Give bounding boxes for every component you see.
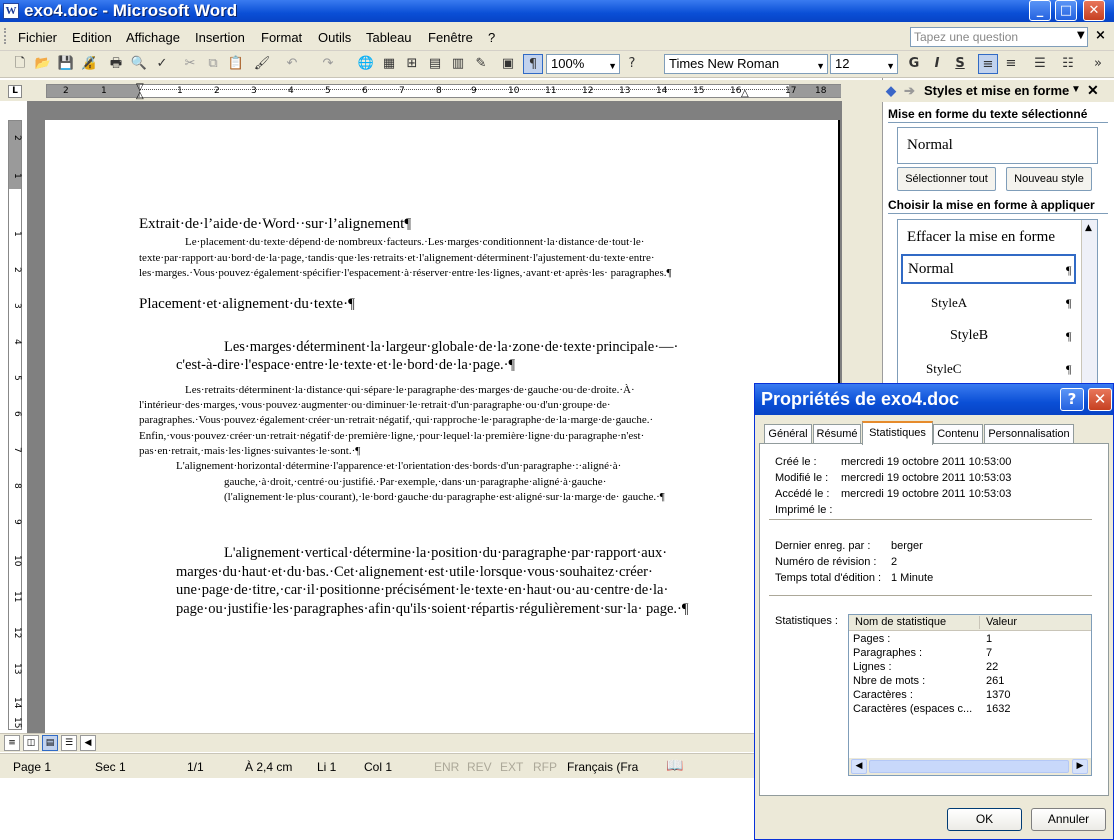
ok-button[interactable]: OK <box>947 808 1022 831</box>
table-row <box>849 633 1091 647</box>
tab-general[interactable]: Général <box>764 424 812 444</box>
ruler-top-margin <box>9 121 21 189</box>
column-header-name[interactable]: Nom de statistique <box>855 616 947 628</box>
menu-fichier[interactable]: Fichier <box>18 30 58 45</box>
maximize-button[interactable]: □ <box>1055 0 1077 21</box>
menu-edition[interactable]: Edition <box>72 30 112 45</box>
ruler-number: 8 <box>436 86 442 96</box>
vertical-ruler[interactable] <box>8 120 22 730</box>
menu-outils[interactable]: Outils <box>318 30 352 45</box>
bold-button[interactable]: G <box>908 56 920 71</box>
spelling-status-icon[interactable]: 📖 <box>666 757 684 773</box>
ruler-number: 4 <box>288 86 294 96</box>
ruler-number: 2 <box>12 267 22 273</box>
open-folder-icon[interactable]: 📂 <box>34 56 52 71</box>
status-page: Page 1 <box>13 760 52 774</box>
tables-borders-icon[interactable]: ▦ <box>382 56 396 71</box>
status-pages: 1/1 <box>187 760 204 774</box>
style-clear-formatting[interactable]: Effacer la mise en forme <box>907 229 1055 245</box>
menu-tableau[interactable]: Tableau <box>366 30 412 45</box>
stat-name: Nbre de mots : <box>853 675 926 687</box>
font-size-value: 12 <box>835 56 850 71</box>
revision-value: 2 <box>891 556 898 568</box>
back-arrow-icon[interactable]: ◆ <box>886 83 896 98</box>
ruler-number: 5 <box>12 375 22 381</box>
ruler-number: 9 <box>12 519 22 525</box>
menu-affichage[interactable]: Affichage <box>126 30 180 45</box>
copy-icon[interactable]: ⧉ <box>208 56 218 71</box>
ruler-number: 5 <box>325 86 331 96</box>
ruler-number: 1 <box>12 173 22 179</box>
toolbar-options-icon[interactable]: » <box>1094 56 1102 71</box>
ruler-number: 14 <box>656 86 668 96</box>
ruler-number: 8 <box>12 483 22 489</box>
list-horizontal-scrollbar[interactable] <box>849 758 1091 775</box>
ruler-number: 12 <box>12 627 22 639</box>
printed-label: Imprimé le : <box>775 504 833 516</box>
style-name: StyleC <box>926 361 962 376</box>
ruler-number: 13 <box>619 86 631 96</box>
stat-value: 22 <box>986 661 999 673</box>
first-line-indent-marker[interactable]: ▽ <box>136 82 144 93</box>
accessed-label: Accédé le : <box>775 488 830 500</box>
show-hide-pilcrow-button[interactable]: ¶ <box>523 54 543 74</box>
drawing-icon[interactable]: ✎ <box>475 56 487 71</box>
ruler-number: 1 <box>101 86 107 96</box>
ruler-left-margin <box>47 85 140 97</box>
table-row <box>849 661 1091 675</box>
column-divider <box>979 616 980 629</box>
ruler-number: 2 <box>12 135 22 141</box>
help-search-input[interactable]: Tapez une question <box>910 27 1088 47</box>
close-button[interactable]: ✕ <box>1083 0 1105 21</box>
section-selected-text: Mise en forme du texte sélectionné <box>888 107 1088 121</box>
save-icon[interactable]: 💾 <box>57 56 75 71</box>
redo-icon[interactable]: ↷ <box>322 56 334 71</box>
menu-grip[interactable] <box>4 28 8 44</box>
outline-view-icon[interactable]: ☰ <box>61 735 77 751</box>
chevron-down-icon: ▼ <box>886 61 895 71</box>
status-language[interactable]: Français (Fra <box>567 760 639 774</box>
list-header <box>849 615 1091 631</box>
italic-button[interactable]: I <box>934 56 940 71</box>
statistics-label: Statistiques : <box>775 615 838 627</box>
ruler-number: 3 <box>12 303 22 309</box>
font-value: Times New Roman <box>669 56 780 71</box>
stat-name: Paragraphes : <box>853 647 923 659</box>
columns-icon[interactable]: ▥ <box>451 56 465 71</box>
revision-label: Numéro de révision : <box>775 556 877 568</box>
insert-excel-icon[interactable]: ▤ <box>428 56 442 71</box>
style-name: StyleA <box>931 295 968 310</box>
doc-paragraph-4: L'alignement·horizontal·détermine·l'apparence·et·l'orientation·des·bords·d'un·paragraphe·:·aligné·à· gauche,·à·droit,·centré·ou·justifié.·Par·exemple,·dans·un·paragraphe·aligné·à·gauche· (l'alignement·le·plus·courant),·le·bord·gauche·du·paragraphe·est·aligné·sur·la·marge·de· gauche.·¶ <box>176 460 665 503</box>
last-saved-by-label: Dernier enreg. par : <box>775 540 871 552</box>
bullets-icon[interactable]: ☷ <box>1062 56 1074 71</box>
align-center-icon[interactable]: ≡ <box>1005 56 1017 71</box>
close-icon[interactable]: ✕ <box>1087 82 1099 98</box>
horizontal-scrollbar[interactable] <box>0 733 882 752</box>
permission-icon[interactable]: 🔏 <box>80 56 98 71</box>
status-line: Li 1 <box>317 760 337 774</box>
created-value: mercredi 19 octobre 2011 10:53:00 <box>841 456 1012 468</box>
table-row <box>849 689 1091 703</box>
stat-name: Pages : <box>853 633 891 645</box>
stat-name: Lignes : <box>853 661 892 673</box>
ruler-number: 12 <box>582 86 594 96</box>
ruler-number: 7 <box>399 86 405 96</box>
status-track-changes[interactable]: REV <box>467 760 492 774</box>
stat-name: Caractères (espaces c... <box>853 703 973 715</box>
help-dropdown-icon[interactable]: ▼ <box>1077 30 1085 41</box>
current-style-box[interactable] <box>897 127 1098 164</box>
stat-value: 261 <box>986 675 1005 687</box>
divider <box>888 213 1108 214</box>
style-item-styleb[interactable] <box>901 323 1076 349</box>
tab-stop-selector[interactable]: L <box>8 85 22 98</box>
ruler-number: 16 <box>730 86 742 96</box>
ruler-number: 10 <box>508 86 520 96</box>
paste-icon[interactable]: 📋 <box>227 56 245 71</box>
paragraph-mark: ¶ <box>1066 296 1072 310</box>
divider <box>769 519 1092 521</box>
ruler-number: 6 <box>12 411 22 417</box>
doc-paragraph-3: Les·retraits·déterminent·la·distance·qui·sépare·le·paragraphe·des·marges·de·gauche·ou·de·droite.·À· l'intérieur·des·marges,·vous·pouvez·augmenter·ou·diminuer·le·retrait·d'un·paragraphe·ou·d'un·groupe·de· paragraphes.·Vous·pouvez·également·créer·un·retrait·négatif,·qui·rapproche·le·paragraphe·de·la·marge·de·gauche.· Enfin,·vous·pouvez·créer·un·retrait·négatif·de·première·ligne,·pour·lequel·la·première·ligne·du·paragraphe·n'est· pas·en·retrait,·mais·les·lignes·suivantes·le·sont.·¶ <box>139 384 654 457</box>
scroll-left-icon[interactable]: ◀ <box>80 735 96 751</box>
forward-arrow-icon[interactable]: ➔ <box>904 83 915 98</box>
status-extend[interactable]: EXT <box>500 760 524 774</box>
ruler-ticks <box>140 89 789 93</box>
doc-paragraph-5: marges·du·haut·et·du·bas.·Cet·alignement·est·utile·lorsque·vous·souhaitez·créer· une·page·de·titre,·car·il·positionne·précisément·le·texte·en·haut·ou·au·centre·de·la· page·ou·justifie·les·paragraphes·afin·qu'ils·soient·répartis·régulièrement·sur·la· page.·¶ <box>176 564 689 617</box>
print-preview-icon[interactable]: 🔍 <box>130 56 148 71</box>
status-overtype[interactable]: RFP <box>533 760 557 774</box>
format-painter-icon[interactable]: 🖌 <box>253 56 271 71</box>
ruler-number: 15 <box>12 717 22 729</box>
ruler-number: 15 <box>693 86 705 96</box>
doc-paragraph-1: Le·placement·du·texte·dépend·de·nombreux·facteurs.·Les·marges·conditionnent·la·distance·de·tout·le· texte·par·rapport·au·bord·de·la·page,·tandis·que·les·retraits·et·l'alignement·déterminent·l'ajustement·du·texte·entre· les·marges.·Vous·pouvez·également·spécifier·l'espacement·à·réserver·entre·les·lignes,·avant·et·après·les· paragraphes.¶ <box>139 236 672 279</box>
document-page[interactable] <box>45 120 840 740</box>
ruler-number: 4 <box>12 339 22 345</box>
align-left-icon[interactable]: ≡ <box>978 54 998 74</box>
normal-view-icon[interactable]: ≡ <box>4 735 20 751</box>
underline-button[interactable]: S <box>955 56 965 71</box>
ruler-number: 17 <box>785 86 797 96</box>
divider <box>769 595 1092 597</box>
cancel-button[interactable]: Annuler <box>1031 808 1106 831</box>
paragraph-mark: ¶ <box>1066 329 1072 343</box>
tab-resume[interactable]: Résumé <box>813 424 861 444</box>
paragraph-mark: ¶ <box>1066 362 1072 376</box>
doc-paragraph-5-line-1: L'alignement·vertical·détermine·la·position·du·paragraphe·par·rapport·aux· <box>224 545 668 561</box>
window-title: exo4.doc - Microsoft Word <box>24 1 238 20</box>
dialog-close-button[interactable]: ✕ <box>1088 388 1112 411</box>
undo-icon[interactable]: ↶ <box>286 56 298 71</box>
ruler-number: 13 <box>12 663 22 675</box>
stat-name: Caractères : <box>853 689 913 701</box>
ruler-number: 7 <box>12 447 22 453</box>
created-label: Créé le : <box>775 456 817 468</box>
table-row <box>849 703 1091 717</box>
numbering-icon[interactable]: ☰ <box>1034 56 1046 71</box>
divider <box>888 122 1108 123</box>
doc-paragraph-2-line-2: c'est-à-dire·l'espace·entre·le·texte·et·le·bord·de·la·page.·¶ <box>176 357 516 373</box>
status-position: À 2,4 cm <box>245 760 293 774</box>
close-document-button[interactable]: × <box>1095 28 1106 43</box>
tab-personnalisation[interactable]: Personnalisation <box>984 424 1074 444</box>
horizontal-ruler[interactable] <box>46 82 841 101</box>
ruler-number: 1 <box>12 231 22 237</box>
font-size-select[interactable] <box>830 54 898 74</box>
scroll-left-icon[interactable]: ◀ <box>851 759 867 774</box>
stat-value: 7 <box>986 647 993 659</box>
style-item-stylec[interactable] <box>901 356 1076 382</box>
status-section: Sec 1 <box>95 760 126 774</box>
scrollbar-thumb[interactable] <box>869 760 1069 773</box>
modified-label: Modifié le : <box>775 472 829 484</box>
title-bar <box>0 0 1114 22</box>
right-indent-marker[interactable]: △ <box>741 88 749 99</box>
ruler-number: 10 <box>12 555 22 567</box>
edit-time-label: Temps total d'édition : <box>775 572 882 584</box>
modified-value: mercredi 19 octobre 2011 10:53:03 <box>841 472 1012 484</box>
task-pane-header <box>882 80 1114 102</box>
section-choose-format: Choisir la mise en forme à appliquer <box>888 198 1095 212</box>
scroll-up-icon[interactable]: ▲ <box>1085 223 1092 233</box>
ruler-number: 11 <box>12 591 22 603</box>
status-record-macro[interactable]: ENR <box>434 760 460 774</box>
ruler-number: 3 <box>251 86 257 96</box>
ruler-number: 9 <box>471 86 477 96</box>
ruler-number: 2 <box>63 86 69 96</box>
menu-fenetre[interactable]: Fenêtre <box>428 30 473 45</box>
document-map-icon[interactable]: ▣ <box>501 56 515 71</box>
ruler-number: 1 <box>177 86 183 96</box>
current-style-label: Normal <box>907 137 953 153</box>
last-saved-by-value: berger <box>891 540 923 552</box>
chevron-down-icon: ▼ <box>816 61 825 71</box>
accessed-value: mercredi 19 octobre 2011 10:53:03 <box>841 488 1012 500</box>
menu-insertion[interactable]: Insertion <box>195 30 245 45</box>
zoom-select[interactable] <box>546 54 620 74</box>
styles-list-scrollbar[interactable] <box>1081 220 1097 383</box>
style-item-normal[interactable] <box>901 254 1076 284</box>
print-layout-icon[interactable]: ▤ <box>42 735 58 751</box>
select-all-button[interactable]: Sélectionner tout <box>897 167 996 191</box>
ruler-number: 18 <box>815 86 827 96</box>
ruler-number: 11 <box>545 86 557 96</box>
statistics-list[interactable] <box>848 614 1092 776</box>
menu-format[interactable]: Format <box>261 30 303 45</box>
new-document-icon[interactable]: 🗋 <box>14 56 26 71</box>
column-header-value[interactable]: Valeur <box>986 616 1017 628</box>
table-row <box>849 647 1091 661</box>
standard-toolbar <box>0 51 1114 78</box>
new-style-button[interactable]: Nouveau style <box>1006 167 1092 191</box>
hyperlink-icon[interactable]: 🌐 <box>357 56 375 71</box>
doc-heading-1: Extrait·de·l’aide·de·Word··sur·l’alignement¶ <box>139 216 412 232</box>
style-item-stylea[interactable] <box>901 290 1076 316</box>
doc-paragraph-2-line-1: Les·marges·déterminent·la·largeur·globale·de·la·zone·de·texte·principale·—· <box>224 339 679 355</box>
chevron-down-icon: ▼ <box>608 61 617 71</box>
table-row <box>849 675 1091 689</box>
stat-value: 1 <box>986 633 993 645</box>
status-column: Col 1 <box>364 760 393 774</box>
stat-value: 1632 <box>986 703 1011 715</box>
ruler-number: 14 <box>12 697 22 709</box>
stat-value: 1370 <box>986 689 1011 701</box>
insert-table-icon[interactable]: ⊞ <box>406 56 418 71</box>
tab-contenu[interactable]: Contenu <box>933 424 983 444</box>
help-icon[interactable]: ? <box>628 56 636 71</box>
styles-list <box>897 219 1098 384</box>
word-app-icon[interactable]: W <box>3 3 19 19</box>
tab-statistiques[interactable]: Statistiques <box>862 421 933 445</box>
style-name: Normal <box>908 261 954 277</box>
print-icon[interactable]: 🖶 <box>109 56 123 71</box>
dialog-help-button[interactable]: ? <box>1060 388 1084 411</box>
left-indent-marker[interactable]: △ <box>136 90 144 101</box>
zoom-value: 100% <box>551 56 585 71</box>
doc-heading-2: Placement·et·alignement·du·texte·¶ <box>139 296 355 312</box>
style-name: StyleB <box>950 328 989 343</box>
ruler-number: 2 <box>214 86 220 96</box>
cut-icon[interactable]: ✂ <box>184 56 196 71</box>
task-pane-menu-icon[interactable]: ▼ <box>1071 84 1081 95</box>
paragraph-mark: ¶ <box>1066 263 1072 277</box>
web-view-icon[interactable]: ◫ <box>23 735 39 751</box>
ruler-number: 6 <box>362 86 368 96</box>
spelling-icon[interactable]: ✓ <box>156 56 168 71</box>
task-pane-title: Styles et mise en forme <box>924 83 1070 98</box>
menu-help[interactable]: ? <box>488 30 496 45</box>
dialog-title: Propriétés de exo4.doc <box>761 389 960 409</box>
edit-time-value: 1 Minute <box>891 572 934 584</box>
font-select[interactable] <box>664 54 828 74</box>
scroll-right-icon[interactable]: ▶ <box>1072 759 1088 774</box>
status-bar <box>0 753 882 778</box>
minimize-button[interactable]: _ <box>1029 0 1051 21</box>
